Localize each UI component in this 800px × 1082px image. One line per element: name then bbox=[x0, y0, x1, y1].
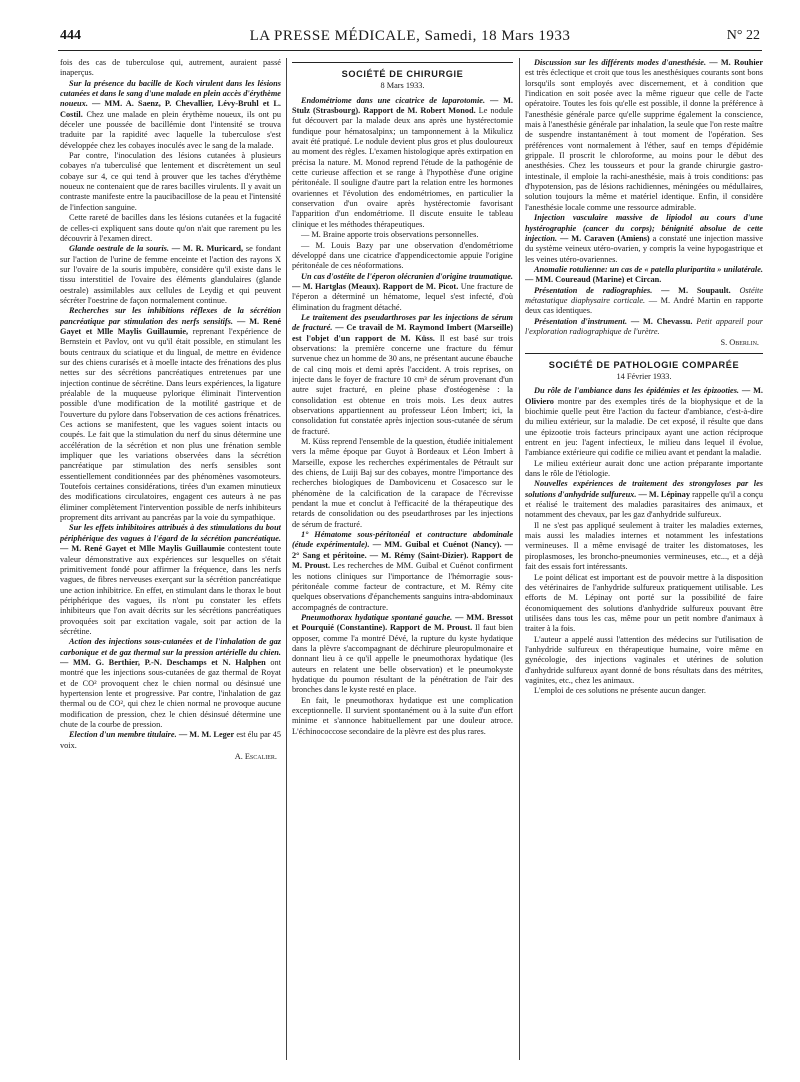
article-authors: — M. Rouhier bbox=[709, 58, 763, 67]
article-instrument bbox=[525, 317, 763, 338]
article-body: Chez une malade en plein érythème noueux, ils ont pu déceler une poussée de bacillémie dont l'intensité se trouva traduite par la rapidité avec laquelle la tuberculose s'est développée chez les cobayes inoculés avec le sang de la malade. bbox=[60, 109, 281, 150]
article-authors: — M. Caraven (Amiens) bbox=[560, 233, 650, 243]
paragraph: Cette rareté de bacilles dans les lésions cutanées et la fugacité de celles-ci expliquent sans doute qu'on n'ait que rarement pu les découvrir à l'examen direct. bbox=[60, 213, 281, 243]
article-lipiodol bbox=[525, 213, 763, 265]
page-header bbox=[60, 28, 760, 50]
journal-title: LA PRESSE MÉDICALE, Samedi, 18 Mars 1933 bbox=[249, 28, 571, 44]
signature: S. Oberlin. bbox=[720, 338, 759, 348]
article-pneumothorax bbox=[292, 613, 513, 696]
article-title: Glande oestrale de la souris. bbox=[69, 244, 169, 254]
article-radiographs bbox=[525, 286, 763, 317]
article-body: se fondant sur l'action de l'urine de femme enceinte et l'action des rayons X sur l'ovaire de la souris impubère, considère qu'il existe dans le tissu interstitiel de l'ovaire des éléments glandulaires (glande oestrale) assimilables aux cellules de Leydig et qui peuvent sécréter l'oestrine de façon normalement continue. bbox=[60, 244, 281, 305]
article-authors: — M. R. Muricard, bbox=[171, 244, 244, 254]
article-authors: — MM. A. Saenz, P. Chevallier, Lévy-Bruhl et L. Costil. bbox=[60, 99, 281, 119]
article-ambiance bbox=[525, 386, 763, 458]
article-title: Injection vasculaire massive de lipiodol au cours d'une hystérographie (cancer du corps); bénignité absolue de cette injection. bbox=[525, 213, 763, 243]
article-patella bbox=[525, 265, 763, 286]
page-number: 444 bbox=[60, 28, 81, 43]
article-authors: — M. Hartglas (Meaux). Rapport de M. Picot. bbox=[292, 281, 459, 291]
article-title: Nouvelles expériences de traitement des strongyloses par les solutions d'anhydride sulfureux. bbox=[525, 479, 763, 499]
section-date: 14 Février 1933. bbox=[616, 371, 672, 381]
article-title: Le traitement des pseudarthroses par les injections de sérum de fracturé. bbox=[292, 312, 513, 333]
article-authors: — M. René Gayet et Mlle Maylis Guillaumie, bbox=[60, 316, 281, 336]
article-authors: — MM. G. Berthier, P.-N. Deschamps et N. Halphen bbox=[60, 657, 266, 667]
article-authors: — M. Oliviero bbox=[525, 386, 763, 406]
article-election bbox=[60, 730, 281, 751]
article-authors: — M. René Gayet et Mlle Maylis Guillaumie bbox=[60, 544, 225, 554]
article-authors: — M. M. Leger bbox=[178, 730, 235, 740]
article-body: contestent toute valeur démonstrative aux expériences sur lesquelles on s'était primitivement fondé pour affirmer la fréquence, dans les nerfs vagues, de fibres nerveuses exerçant sur la sécrétion pancréatique une action inhibitrice. En effet, en stimulant dans le thorax le bout périphérique des vagues, ils n'ont pu constater les effets inhibiteurs que l'on avait décrits sur les sécrétions pancréatiques provoquées soit par excitation vagale, soit par action de la sécrétine. bbox=[60, 544, 281, 636]
paragraph: En fait, le pneumothorax hydatique est une complication exceptionnelle. Il survient spontanément ou à la suite d'un effort minime et s'annonce habituellement par une douleur atroce. L'échinococcose secondaire de la plèvre est des plus rares. bbox=[292, 695, 513, 736]
section-rule bbox=[525, 353, 763, 354]
paragraph: L'auteur a appelé aussi l'attention des médecins sur l'utilisation de l'anhydride sulfureux en thérapeutique humaine, voire même en gynécologie, des injections vaginales et utérines de solution d'anhydride sulfureux ayant donné de bons résultats dans des métrites, vaginites, etc., chez les animaux. bbox=[525, 634, 763, 685]
article-body: montre par des exemples tirés de la biophysique et de la biochimie quelle peut être l'action du facteur d'ambiance, c'est-à-dire du milieu extérieur, sur la maladie. De cet exposé, il résulte que dans une épizootie trois facteurs principaux ayant une action réciproque entrent en jeu: l'agent infectieux, le milieu dans lequel il évolue, l'ambiance extérieure qui codifie ce milieu avant et pendant la maladie. bbox=[525, 396, 763, 458]
article-carbonic-gas bbox=[60, 637, 281, 730]
article-title: Recherches sur les inhibitions réflexes de la sécrétion pancréatique par stimulation des nerfs sensitifs. bbox=[60, 306, 281, 326]
column-3 bbox=[525, 58, 763, 1060]
article-authors: — M. Lépinay bbox=[638, 489, 690, 499]
article-body: reprenant l'expérience de Bernstein et Pavlov, ont vu qu'il était possible, en stimulant les bouts centraux du sciatique et du lingual, de mettre en évidence sur des chiens curarisés et à moelle intacte des frénations des plus nettes sur des sécrétions pancréatiques entretenues par une injection continue de sécrétine. Dans leurs expériences, la ligature préalable de la muqueuse pylorique éliminait l'intervention possible d'une modification de la motilité gastrique et de l'ouverture du pylore dans l'observation de ces actions frénatrices. Ces actions se manifestent, que les vagues soient intacts ou coupés. Le fait que la stimulation du nerf du sinus détermine une accélération de la sécrétion et non plus une frénation semble impliquer que les variations observées dans la sécrétion pancréatique par stimulation des nerfs sensibles sont essentiellement conditionnées par des phénomènes vasomoteurs. Toutefois certaines considérations, tirées d'un examen minutieux des modifications circulatoires, engagent ces auteurs à ne pas éliminer complètement l'intervention possible de nerfs inhibiteurs proprement dits arrivant au pancréas par la voie du sympathique. bbox=[60, 326, 281, 523]
paragraph: fois des cas de tuberculose qui, autrement, auraient passé inaperçus. bbox=[60, 58, 281, 78]
article-pancreatic-inhibition bbox=[60, 306, 281, 523]
article-authors: — Ce travail de M. Raymond Imbert (Marseille) est l'objet d'un rapport de M. Küss. bbox=[292, 323, 513, 343]
article-authors: — MM. Coureaud (Marine) et Circan. bbox=[525, 275, 662, 285]
paragraph: Par contre, l'inoculation des lésions cutanées à plusieurs cobayes n'a tuberculisé que lentement et discrètement un seul cobaye sur 4, ce qui tend à prouver que les taches d'érythème noueux ne contenaient que de rares bacilles virulents. Il y avait un contraste manifeste entre la paucibacillose de la peau et l'intensité de l'infection sanguine. bbox=[60, 151, 281, 212]
section-rule bbox=[292, 62, 513, 63]
section-title: SOCIÉTÉ DE CHIRURGIE bbox=[341, 69, 464, 79]
article-body: Petit appareil pour l'exploration radiographique de l'urètre. bbox=[525, 316, 763, 336]
article-title: Election d'un membre titulaire. bbox=[69, 730, 177, 740]
article-body: — M. André Martin en rapporte deux cas identiques. bbox=[525, 295, 763, 316]
header-rule bbox=[58, 50, 762, 51]
article-strongyloses bbox=[525, 479, 763, 520]
article-body: Une fracture de l'éperon a déterminé un hématome, lequel s'est infecté, d'où élimination du fragment détaché. bbox=[292, 281, 513, 312]
article-authors: — MM. Guibal et Cuénot (Nancy). — 2° Sang et péritoine. — M. Rémy (Saint-Dizier). Rapport de M. Proust. bbox=[292, 540, 513, 571]
column-2 bbox=[292, 58, 513, 1060]
article-title: Sur les effets inhibitoires attribués à des stimulations du bout périphérique des vagues à l'égard de la sécrétion pancréatique. bbox=[60, 523, 281, 543]
article-title: Action des injections sous-cutanées et de l'inhalation de gaz carbonique et de gaz thermal sur la pression artérielle du chien. bbox=[60, 637, 281, 657]
article-koch-bacillus bbox=[60, 79, 281, 151]
article-title: 1° Hématome sous-péritonéal et contracture abdominale (étude expérimentale). bbox=[292, 530, 513, 550]
article-hematoma bbox=[292, 530, 513, 613]
article-body: Il est basé sur trois observations: la première concerne une fracture du fémur survenue chez un homme de 30 ans, ne présentant aucune ébauche de cal cinq mois et demi après l'accident. A trois reprises, on injecte dans le foyer de fracture 10 cm³ de sérum provenant d'un autre sujet fracturé, en pleine phase d'ostéogenèse : la consolidation est obtenue en trois mois. Les deux autres observations appartiennent au professeur Léon Imbert; ici, la consolidation fut constatée après injection sous-cutanée de sérum de fracturé. bbox=[292, 333, 513, 436]
paragraph: M. Küss reprend l'ensemble de la question, étudiée initialement vers la même époque par Guyot à Bordeaux et Léon Imbert à Marseille, expose les recherches expérimentales de Pétrault sur des chiens, de Luiji Baj sur des cobayes, montre l'importance des recherches biologiques de Dambovicenu et Cosacesco sur le phénomène de la calcification de la carapace de l'écrevisse pendant la mue et conclut à l'efficacité de la thérapeutique des retards de consolidation ou des pseudarthroses par les injections de sérum de fracturé. bbox=[292, 437, 513, 529]
article-title: Présentation de radiographies. bbox=[534, 285, 653, 295]
article-body: ont montré que les injections sous-cutanées de gaz thermal de Royat et de CO² provoquent chez le chien normal ou désinsué une hypertension lente et progressive. Par contre, l'inhalation de gaz thermal ou de CO², qui chez le chien normal ne provoque aucune modification de pression, chez le chien désinsué détermine une chute de la courbe de pression. bbox=[60, 657, 281, 729]
paragraph: — M. Braine apporte trois observations personnelles. bbox=[301, 230, 479, 240]
article-title: Anomalie rotulienne: un cas de « patella pluripartita » unilatérale. bbox=[534, 264, 763, 274]
article-title: Présentation d'instrument. bbox=[534, 316, 628, 326]
article-body: a constaté une injection massive du système veineux utéro-ovarien, y compris la veine hypogastrique et les veines utéro-ovariennes. bbox=[525, 233, 763, 264]
article-authors: — M. Stulz (Strasbourg). Rapport de M. Robert Monod. bbox=[292, 95, 513, 116]
signature: A. Escalier. bbox=[234, 752, 277, 762]
paragraph: Le milieu extérieur aurait donc une action préparante importante dans le rôle de l'étiologie. bbox=[525, 458, 763, 479]
article-vagus-effects bbox=[60, 523, 281, 637]
article-authors: — M. Chevassu. bbox=[630, 316, 693, 326]
article-body: Il faut bien opposer, comme l'a montré Dévé, la rupture du kyste hydatique dans la plèvre s'accompagnant de déchirure pleuropulmonaire et donnant lieu à ce qu'il appelle le pneumothorax hydatique (les auteurs en relatent une belle observation) et le pneumokyste hydatique du poumon résultant de la pénétration de l'air des bronches dans le kyste resté en place. bbox=[292, 623, 513, 695]
article-endometrioma bbox=[292, 96, 513, 230]
column-1 bbox=[60, 58, 281, 1060]
article-body: rappelle qu'il a conçu et réalisé le traitement des maladies parasitaires des animaux, et notamment des chevaux, par les gaz d'anhydride sulfureux. bbox=[525, 489, 763, 520]
paragraph: Le point délicat est important est de pouvoir mettre à la disposition des vétérinaires de l'anhydride sulfureux pratiquement utilisable. Les efforts de M. Lépinay ont porté sur la possibilité de faire économiquement des solutions d'anhydride sulfureux pouvant être utilisées dans tous les cas, même pour un petit nombre d'animaux à traiter à la fois. bbox=[525, 572, 763, 634]
article-body: est très éclectique et croit que tous les anesthésiques courants sont bons lorsqu'ils sont employés avec discernement, et à condition que l'indication en soit posée avec la même rigueur que celle de l'acte opératoire. Toutes les fois qu'elle est possible, il donne la préférence à l'anesthésie générale parce qu'elle supprime également la conscience, mais à l'anesthésie générale par inhalation, la seule que l'on reste maître de suspendre instantanément à tout moment de l'opération. Ses préférences vont normalement à l'éther, sauf en temps d'épidémie grippale. Il proscrit le chloroforme, au moins pour le début des anesthésies. Chez les tousseurs et pour la grande chirurgie gastro-intestinale, il emploie la rachi-anesthésie, mais à trois conditions: pas d'hypotension, pas de lésions rachidiennes, méningées ou médullaires, solution toujours la même et matériel identique. Enfin, il considère l'anesthésie locale comme une ressource admirable. bbox=[525, 68, 763, 212]
section-title: SOCIÉTÉ DE PATHOLOGIE COMPARÉE bbox=[548, 359, 740, 370]
article-authors: — M. Soupault. bbox=[661, 285, 731, 295]
column-divider bbox=[519, 58, 520, 1060]
article-authors: — MM. Bressot et Pourquié (Constantine). Rapport de M. Proust. bbox=[292, 612, 513, 633]
article-body: Le nodule fut découvert par la malade deux ans après une hystérectomie fundique pour hématosalpinx; un tamponnement à la Mikulicz avait été pratiqué. Le nodule devient plus gros et plus douloureux au moment des règles. L'examen histologique après extirpation en précisa la nature. M. Monod reprend l'étude de la pathogénie de cette curieuse affection et se range à l'hypothèse d'une origine péritonéale. Il souligne d'autre part la relation entre les hormones ovariennes et l'évolution des endométriomes, en particulier la conservation d'un ovaire après hystérectomie favorisant l'apparition d'un endométriome. Il discute ensuite le tableau clinique et les méthodes thérapeutiques. bbox=[292, 106, 513, 229]
paragraph: L'emploi de ces solutions ne présente aucun danger. bbox=[534, 686, 706, 696]
article-title: Un cas d'ostéite de l'éperon olécranien d'origine traumatique. bbox=[301, 271, 513, 281]
issue-number: N° 22 bbox=[726, 28, 760, 43]
article-olecranon-osteitis bbox=[292, 272, 513, 313]
article-body: Ostéite métastatique diaphysaire corticale. bbox=[525, 285, 763, 305]
article-title: Discussion sur les différents modes d'anesthésie. bbox=[534, 58, 707, 67]
section-date: 8 Mars 1933. bbox=[380, 81, 425, 91]
article-body: est élu par 45 voix. bbox=[60, 730, 281, 750]
article-title: Sur la présence du bacille de Koch virulent dans les lésions cutanées et dans le sang d'une malade en plein accès d'érythème noueux. bbox=[60, 78, 281, 109]
paragraph: — M. Louis Bazy par une observation d'endométriome développé dans une cicatrice d'appendicectomie appuie l'origine péritonéale de ces néoformations. bbox=[292, 240, 513, 271]
article-anesthesia bbox=[525, 58, 763, 213]
column-divider bbox=[286, 58, 287, 1060]
article-pseudarthroses bbox=[292, 313, 513, 437]
article-title: Endométriome dans une cicatrice de laparotomie. bbox=[301, 95, 486, 105]
article-oestral-gland bbox=[60, 244, 281, 306]
article-title: Du rôle de l'ambiance dans les épidémies et les épizooties. bbox=[534, 386, 740, 396]
article-title: Pneumothorax hydatique spontané gauche. bbox=[301, 612, 453, 622]
article-body: Les recherches de MM. Guibal et Cuénot confirment les notions cliniques sur l'importance de l'hémorragie sous-péritonéale comme facteur de contracture, et M. Rémy cite quelques observations d'épanchements sanguins intra-abdominaux accompagnés de contracture. bbox=[292, 561, 513, 612]
paragraph: Il ne s'est pas appliqué seulement à traiter les maladies externes, mais aussi les maladies internes et notamment les infestations vermineuses. Il a même envisagé de traiter les distomatoses, les piroplasmoses, les broncho-pneumonies vermineuses, etc..., et a déjà fait des essais fort intéressants. bbox=[525, 520, 763, 572]
